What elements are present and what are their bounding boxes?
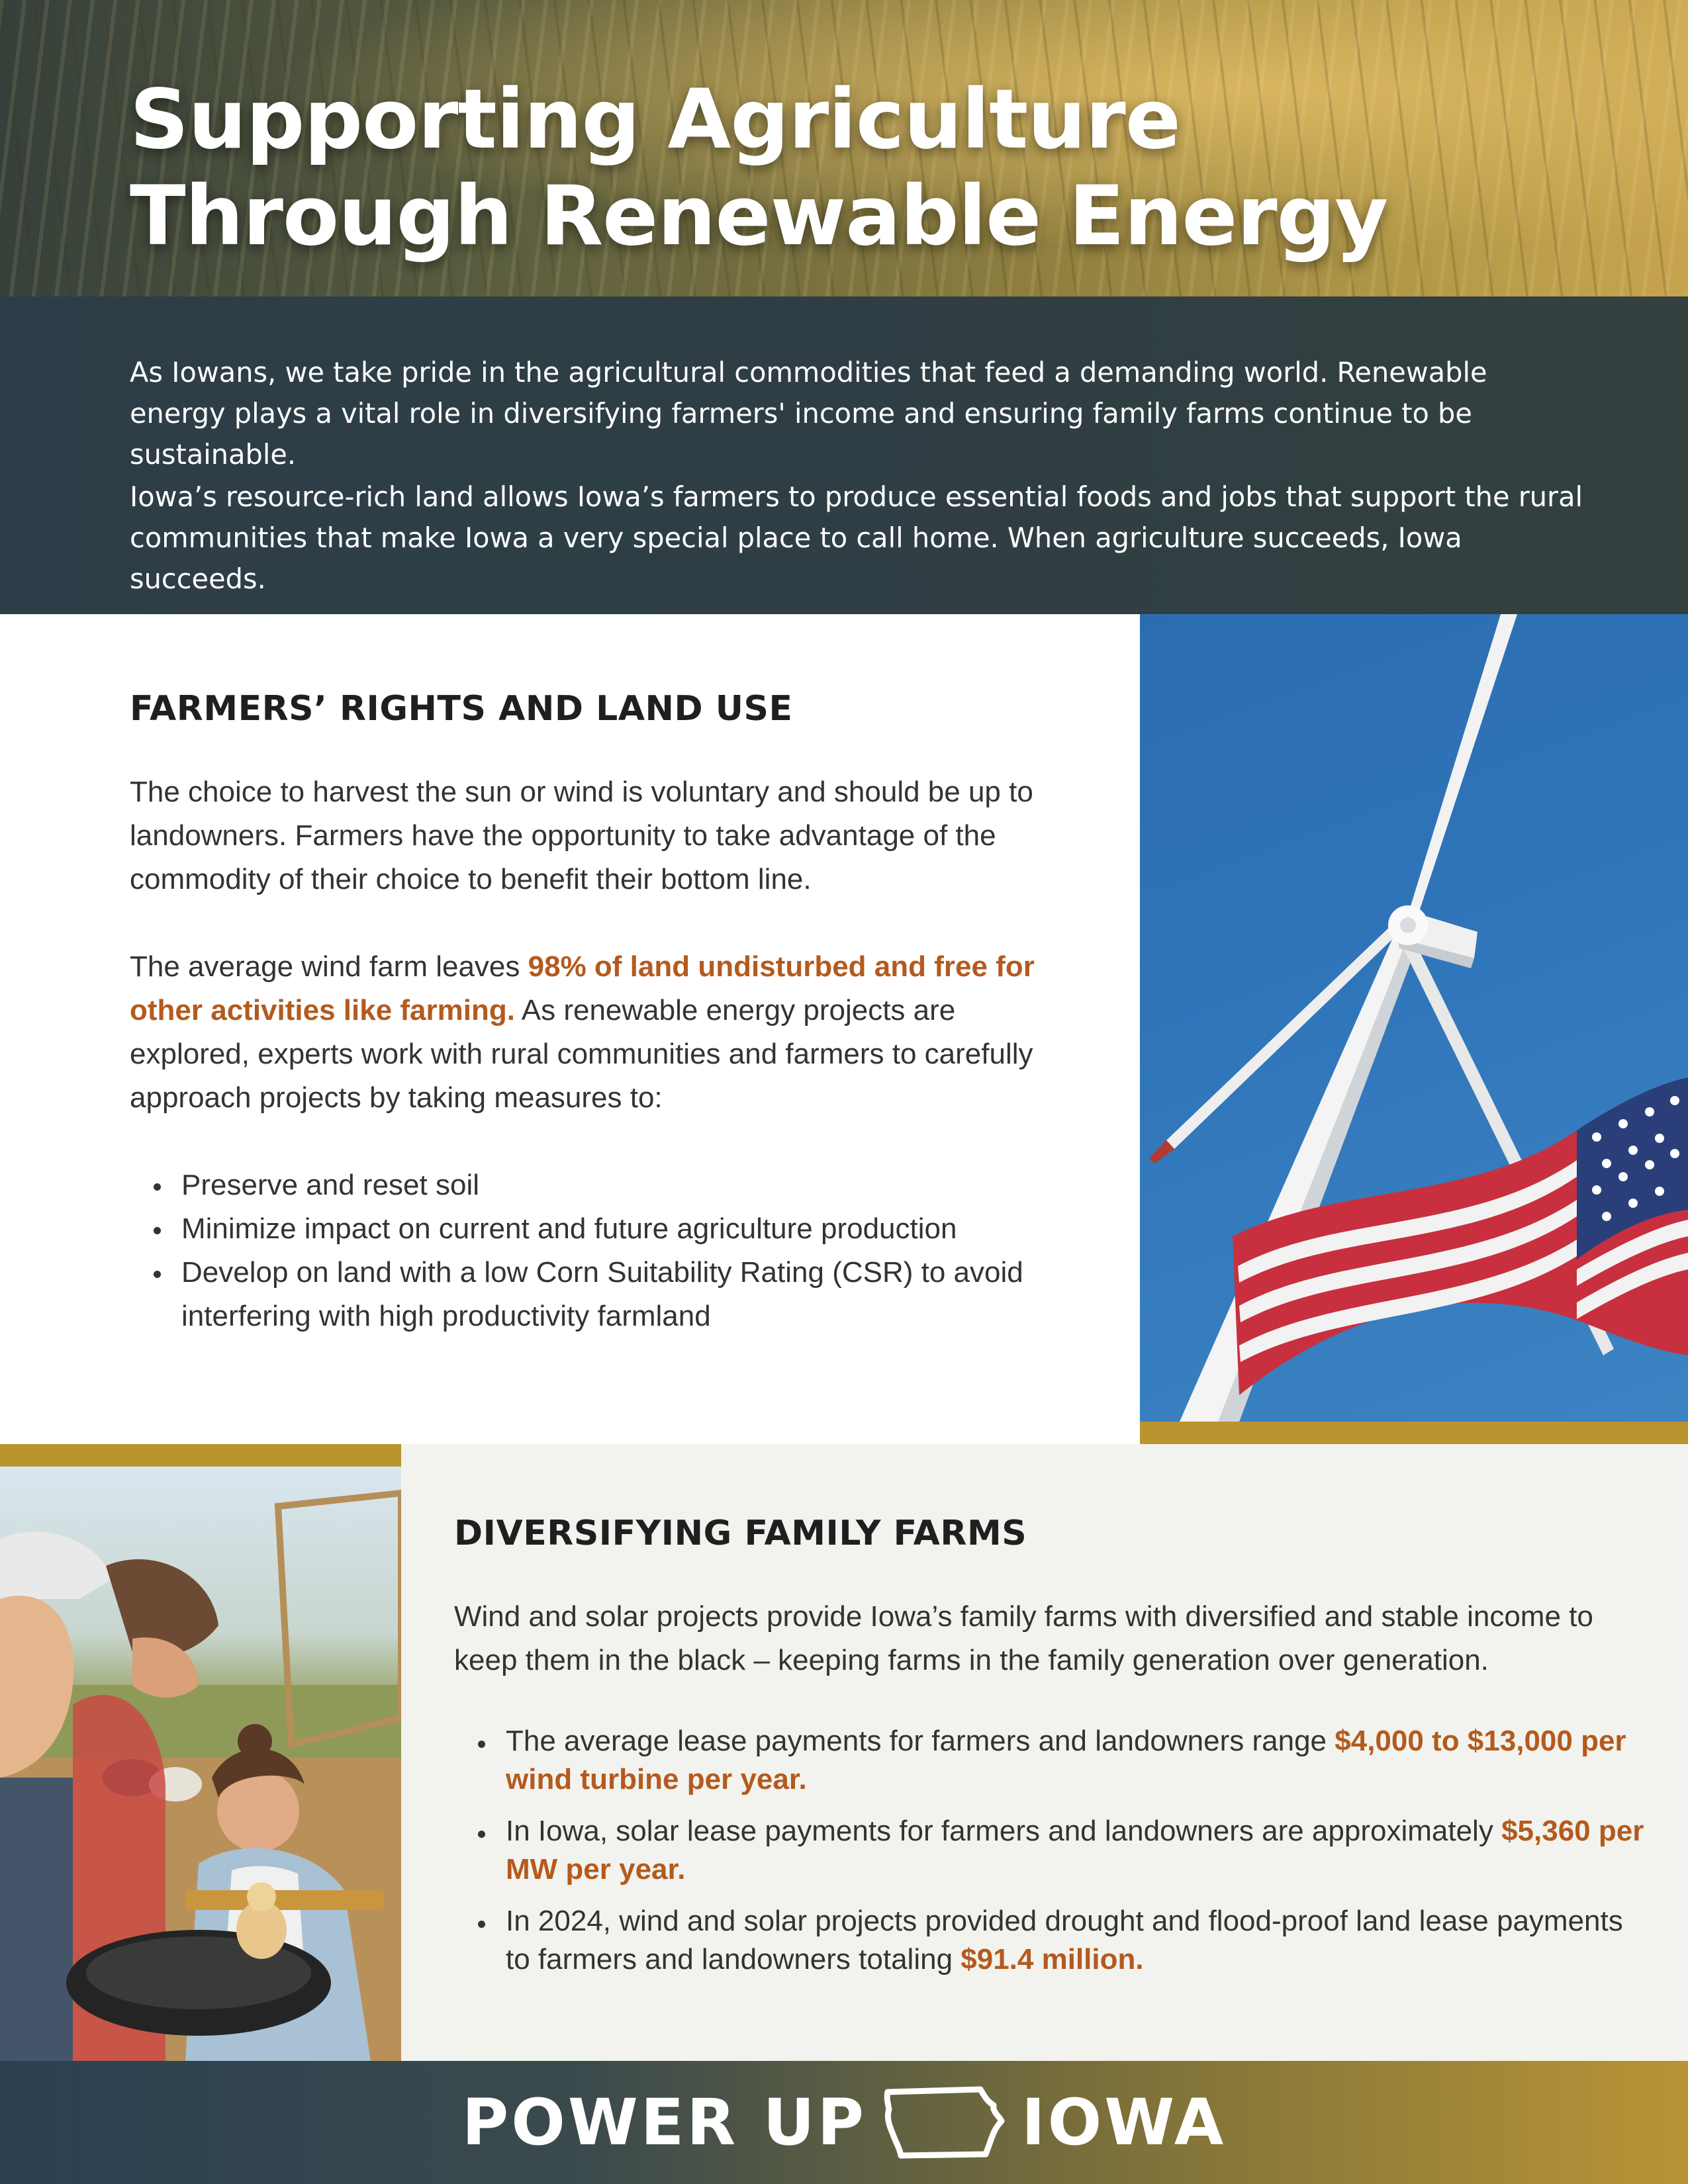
list-item xyxy=(130,1163,1070,1207)
bullet-dot-icon xyxy=(154,1183,161,1191)
list-item xyxy=(130,1207,1070,1251)
bullet-dot-icon xyxy=(478,1831,485,1838)
gold-accent-strip xyxy=(1140,1422,1688,1444)
list-item xyxy=(130,1251,1070,1338)
title-line-1: Supporting Agriculture xyxy=(130,72,1180,167)
logo-text-left: POWER UP xyxy=(461,2085,867,2160)
list-item-text: The average lease payments for farmers and landowners range xyxy=(506,1725,1335,1757)
iowa-state-outline-icon xyxy=(881,2083,1007,2162)
hero-banner xyxy=(0,0,1688,296)
paragraph-2-lead: The average wind farm leaves xyxy=(130,950,528,983)
list-item xyxy=(454,1722,1652,1799)
page-title xyxy=(130,71,1520,265)
solar-lease-highlight: $5,360 per MW per year. xyxy=(506,1815,1644,1886)
list-item-text: Minimize impact on current and future agriculture production xyxy=(181,1212,957,1245)
gold-accent-strip xyxy=(0,1444,401,1467)
list-item-text: Develop on land with a low Corn Suitability Rating (CSR) to avoid interfering with high productivity farmland xyxy=(181,1256,1023,1332)
list-item-text: In Iowa, solar lease payments for farmers and landowners are approximately xyxy=(506,1815,1502,1847)
list-item-text: In 2024, wind and solar projects provided drought and flood-proof land lease payments to farmers and landowners totaling xyxy=(506,1905,1623,1976)
title-line-2: Through Renewable Energy xyxy=(130,169,1388,264)
power-up-iowa-logo xyxy=(0,2061,1688,2184)
logo-text-right: IOWA xyxy=(1021,2085,1227,2160)
section-title-farmers-rights: FARMERS’ RIGHTS AND LAND USE xyxy=(130,689,793,729)
paragraph-2-tail: As renewable energy projects are explored, experts work with rural communities and farmers to carefully approach projects by taking measures to: xyxy=(130,994,1033,1114)
section-title-diversifying: DIVERSIFYING FAMILY FARMS xyxy=(454,1514,1027,1553)
section-farmers-rights xyxy=(130,688,1070,1338)
list-item-text: Preserve and reset soil xyxy=(181,1169,479,1201)
wind-turbine-flag-photo xyxy=(1140,614,1688,1422)
total-payments-highlight: $91.4 million. xyxy=(961,1943,1144,1976)
farmers-rights-paragraph-1: The choice to harvest the sun or wind is voluntary and should be up to landowners. Farmers have the opportunity to take advantage of the commodity of their choice to benefit their bottom line. xyxy=(130,776,1033,895)
intro-paragraph-2: Iowa’s resource-rich land allows Iowa’s farmers to produce essential foods and jobs that support the rural communities that make Iowa a very special place to call home. When agriculture succeeds, Iowa succeeds. xyxy=(130,480,1583,595)
footer-banner xyxy=(0,2061,1688,2184)
section-diversifying-family-farms xyxy=(454,1513,1652,1992)
bullet-dot-icon xyxy=(478,1921,485,1928)
family-with-chick-illustration xyxy=(0,1467,401,2061)
wind-turbine-flag-illustration xyxy=(1140,614,1688,1422)
bullet-dot-icon xyxy=(478,1741,485,1748)
list-item xyxy=(454,1902,1652,1979)
bullet-dot-icon xyxy=(154,1271,161,1278)
farmers-rights-paragraph-2 xyxy=(130,945,1070,1120)
intro-panel xyxy=(0,296,1688,614)
diversifying-paragraph-1: Wind and solar projects provide Iowa’s family farms with diversified and stable income to keep them in the black – keeping farms in the family generation over generation. xyxy=(454,1600,1593,1676)
list-item xyxy=(454,1812,1652,1889)
lease-payments-list xyxy=(454,1722,1652,1979)
family-farm-photo xyxy=(0,1467,401,2061)
land-use-measures-list xyxy=(130,1163,1070,1338)
intro-paragraph-1: As Iowans, we take pride in the agricultural commodities that feed a demanding world. Renewable energy plays a vital role in diversifying farmers' income and ensuring family farms continue to be sustainable. xyxy=(130,356,1487,471)
bullet-dot-icon xyxy=(154,1227,161,1234)
wind-lease-highlight: $4,000 to $13,000 per wind turbine per year. xyxy=(506,1725,1626,1796)
land-undisturbed-highlight: 98% of land undisturbed and free for other activities like farming. xyxy=(130,950,1035,1026)
